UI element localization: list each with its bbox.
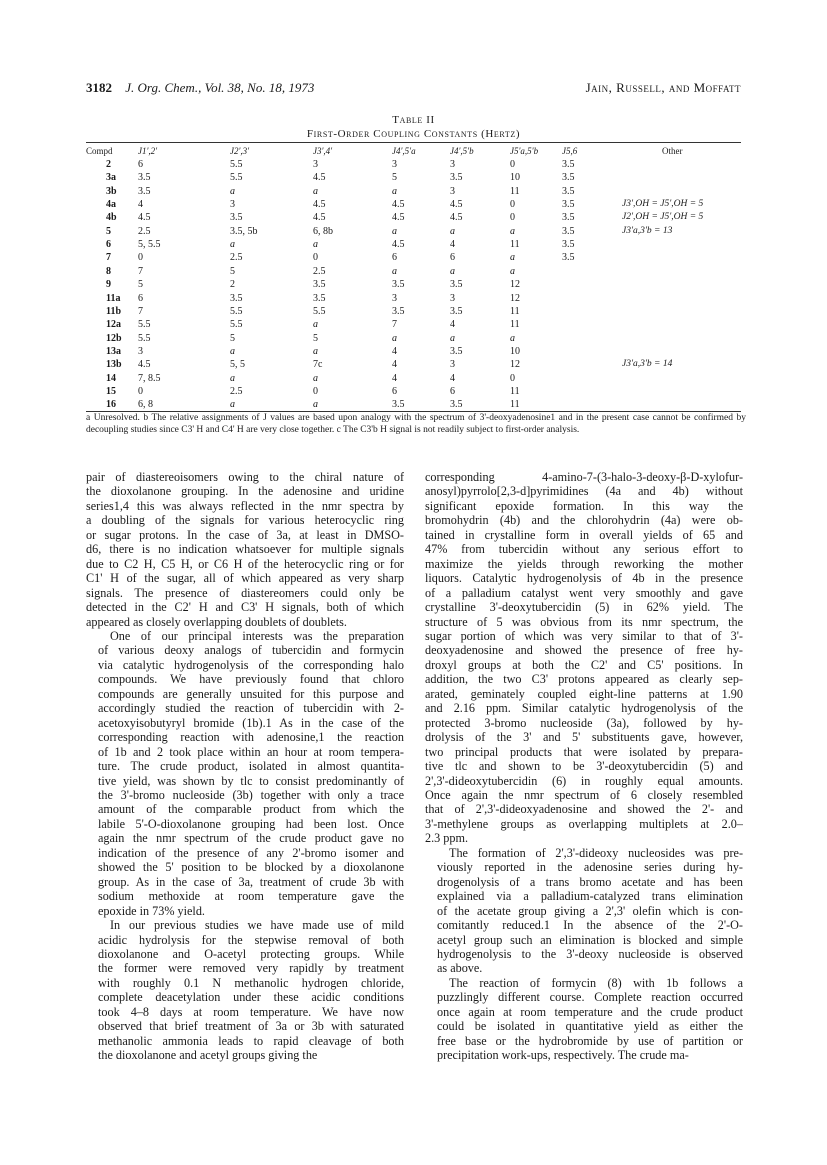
text-line: indication of the presence of any 2'-bromo isomer and [98,845,404,860]
table-cell-other: J3'a,3'b = 14 [622,359,673,370]
table-compound-id: 11a [106,292,121,304]
table-cell: 3.5 [562,199,575,211]
table-cell: 7 [138,265,143,277]
text-line: drolysis of the 3' and 5' substituents gave, however, [425,730,743,745]
table-cell: 6 [450,385,455,397]
table-col-header: Other [662,146,683,156]
table-cell: 3.5 [450,345,463,357]
text-line: free base or the hydrobromide by use of partition or [437,1033,743,1048]
table-col-header: J4',5'a [392,146,416,156]
text-line: puzzlingly different course. Complete reaction occurred [437,990,743,1005]
table-cell: 3.5 [230,292,243,304]
text-line: as above. [437,961,483,976]
table-cell: a [313,185,318,197]
text-line: and 2.16 ppm. Similar catalytic hydrogenolysis of the [425,701,743,716]
text-line: In our previous studies we have made use of mild [110,918,404,933]
table-cell: 3 [450,159,455,170]
text-line: with roughly 0.1 N methanolic hydrogen chloride, [98,975,404,990]
text-line: structure of 5 was obvious from its nmr spectrum, the [425,614,743,629]
table-cell-other: J3',OH = J5',OH = 5 [622,199,704,210]
text-line: deoxyadenosine and showed the presence of free hy- [425,643,743,658]
table-cell: 4.5 [450,212,463,224]
text-line: 3'-methylene groups as overlapping multiplets at 2.0– [425,816,743,831]
table-cell: 6 [138,159,143,170]
table-cell: 5 [392,172,397,184]
table-title: First-Order Coupling Constants (Hertz) [306,128,521,140]
table-top-rule [86,142,741,143]
text-line: once again at room temperature and the crude product [437,1004,743,1019]
table-cell: 6 [138,292,143,304]
table-compound-id: 16 [106,399,116,411]
text-line: acetyl group such an elimination is blocked and simple [437,932,743,947]
table-cell: 11 [510,399,520,411]
text-line: showed the 5' position to be blocked by a dioxolanone [98,860,404,875]
table-cell: a [313,319,318,331]
text-line: the former were removed very rapidly by treatment [98,961,404,976]
table-cell: 3 [313,159,318,170]
text-line: the dioxolanone grouping. In the adenosine and uridine [86,484,404,499]
text-line: viously reported in the adenosine series during hy- [437,860,743,875]
table-cell: 4 [392,359,397,371]
text-line: tive tlc and shown to be 3'-deoxytubercidin (5) and [425,759,743,774]
text-line: two principal products that were isolated by prepara- [425,744,743,759]
text-line: the dioxolanone and acetyl groups giving the [98,1048,318,1063]
table-cell: 3.5 [313,279,326,291]
body-right-column [425,470,743,1063]
text-line: compounds. We have previously found that chloro [98,672,404,687]
table-cell: 4.5 [313,212,326,224]
text-line: could be isolated in quantitative yield as either the [437,1019,743,1034]
journal-citation: J. Org. Chem., Vol. 38, No. 18, 1973 [125,80,315,95]
table-cell: a [230,345,235,357]
text-line: series1,4 this was always reflected in the nmr spectra by [86,498,404,513]
table-cell: a [392,265,397,277]
table-cell: a [392,185,397,197]
table-cell: 2.5 [230,385,243,397]
table-cell: 4.5 [450,199,463,211]
table-cell: 4 [138,199,143,211]
table-cell: 4.5 [313,172,326,184]
table-cell: a [510,265,515,277]
table-cell: 12 [510,292,520,304]
text-line: of the acetate group giving a 2',3' olefin which is con- [437,903,743,918]
running-head-authors: Jain, Russell, and Moffatt [585,80,741,95]
text-line: C1' H of the sugar, all of which appeared as very sharp [86,571,404,586]
text-line: due to C2 H, C5 H, or C6 H of the heterocyclic ring or for [86,556,404,571]
table-cell: 4.5 [392,239,405,251]
text-line: droxyl groups at both the C2' and C5' positions. In [425,657,743,672]
table-cell: a [313,372,318,384]
table-cell: 2.5 [230,252,243,264]
table-cell: 3.5 [562,239,575,251]
table-compound-id: 3a [106,172,116,184]
text-line: explained via a palladium-catalyzed trans elimination [437,889,743,904]
table-cell: 5.5 [313,305,326,317]
table-cell: 4 [450,372,455,384]
text-line: appeared as closely overlapping doublets of doublets. [86,614,347,629]
table-cell: 4.5 [313,199,326,211]
table-cell: a [392,225,397,237]
text-line: comitantly reduced.1 In the absence of the 2'-O- [437,918,743,933]
table-cell: 3.5 [450,305,463,317]
text-line: complete deacetylation under these acidic conditions [98,990,404,1005]
table-cell: 5.5 [230,159,243,170]
table-cell: 3.5 [392,399,405,411]
text-line: compounds are generally unsuited for this purpose and [98,686,404,701]
table-cell: 12 [510,279,520,291]
text-line: sugar portion of which was very similar to that of 3'- [425,628,743,643]
table-cell: 3.5 [313,292,326,304]
table-cell: 3.5 [392,279,405,291]
table-cell: 4.5 [138,359,151,371]
table-cell: 5 [230,265,235,277]
table-bottom-rule [86,411,741,412]
text-line: 2.3 ppm. [425,831,468,846]
table-cell: 0 [313,385,318,397]
table-compound-id: 9 [106,279,111,291]
table-cell: 0 [138,252,143,264]
text-line: the 3'-bromo nucleoside (3b) together with only a trace [98,787,404,802]
table-cell: 4.5 [138,212,151,224]
table-cell: 3.5 [562,159,575,170]
table-compound-id: 12a [106,319,121,331]
text-line: acidic hydrolysis for the stepwise removal of both [98,932,404,947]
table-cell: 2.5 [313,265,326,277]
text-line: d6, there is no indication whatsoever for multiple signals [86,542,404,557]
table-cell: 5.5 [230,172,243,184]
table-compound-id: 14 [106,372,116,384]
table-cell: 2 [230,279,235,291]
table-cell: 5.5 [138,319,151,331]
table-col-header: J2',3' [230,146,250,156]
table-compound-id: 13b [106,359,122,371]
text-line: corresponding 4-amino-7-(3-halo-3-deoxy-β-D-xylofur- [425,470,743,484]
table-cell: 3 [450,359,455,371]
table-col-header: J5'a,5'b [510,146,539,156]
table-col-header: J5,6 [562,146,578,156]
text-line: detected in the C2' H and C3' H signals, both of which [86,600,404,615]
text-line: tained in crystalline form in overall yields of 65 and [425,527,743,542]
text-line: pair of diastereoisomers owing to the chiral nature of [86,470,404,484]
table-compound-id: 7 [106,252,111,264]
table-compound-id: 12b [106,332,122,344]
text-line: One of our principal interests was the preparation [110,628,404,643]
text-line: signals. The presence of diastereomers could only be [86,585,404,600]
table-cell: 4.5 [392,199,405,211]
text-line: dioxolanone and O-acetyl protecting groups. While [98,946,404,961]
text-line: of various deoxy analogs of tubercidin and formycin [98,643,404,658]
table-col-header: J1',2' [138,146,158,156]
text-line: that of 2',3'-dideoxyadenosine and showed the 2'- and [425,802,743,817]
table-compound-id: 6 [106,239,111,251]
table-cell: 6 [392,385,397,397]
table-cell: 3 [450,292,455,304]
table-cell: 4 [392,372,397,384]
table-cell: 3 [138,345,143,357]
table-cell: 4.5 [392,212,405,224]
table-cell: 0 [510,372,515,384]
text-line: sodium methoxide at room temperature gave the [98,889,404,904]
text-line: or sugar protons. In the case of 3a, at least in DMSO- [86,527,404,542]
table-cell: a [450,332,455,344]
text-line: accordingly studied the reaction of tubercidin with 2- [98,701,404,716]
table-cell: 3.5 [230,212,243,224]
table-cell: 7c [313,359,323,371]
table-cell: 3.5 [450,279,463,291]
table-cell: a [230,372,235,384]
table-cell: 11 [510,385,520,397]
text-line: maximize the yields through reworking the mother [425,556,743,571]
text-line: ture. The crude product, isolated in almost quantita- [98,759,404,774]
text-line: 47% from tubercidin without any serious effort to [425,542,743,557]
table-cell: a [313,345,318,357]
table-cell: a [313,399,318,411]
table-cell: 3 [450,185,455,197]
page-number: 3182 [86,80,112,95]
table-compound-id: 3b [106,185,117,197]
table-compound-id: 5 [106,225,111,237]
body-paragraph [86,629,404,918]
text-line: via catalytic hydrogenolysis of the corresponding halo [98,657,404,672]
table-cell: 5 [138,279,143,291]
table-cell: 0 [510,212,515,224]
table-cell: a [510,252,515,264]
text-line: bromohydrin (4b) and the chlorohydrin (4a) were ob- [425,513,743,528]
table-cell: 2.5 [138,225,151,237]
text-line: drogenolysis of a trans bromo acetate and has been [437,874,743,889]
table-cell: 3 [230,199,235,211]
text-line: addition, the two C3' protons appeared as clearly sep- [425,672,743,687]
table-compound-id: 4a [106,199,116,211]
table-cell: 7, 8.5 [138,372,161,384]
table-cell: 5, 5 [230,359,245,371]
body-left-column [86,470,404,1063]
table-cell: 3.5 [450,172,463,184]
table-cell: 11 [510,319,520,331]
body-paragraph [425,470,743,846]
table-col-header: J3',4' [313,146,333,156]
text-line: anosyl)pyrrolo[2,3-d]pyrimidines (4a and 4b) without [425,484,743,499]
table-label: Table II [392,114,435,126]
text-line: arated, geminately coupled eight-line patterns at 1.90 [425,686,743,701]
table-cell: 4 [450,239,455,251]
table-compound-id: 11b [106,305,122,317]
table-cell: a [230,239,235,251]
text-line: protected 3-bromo nucleoside (3a), followed by hy- [425,715,743,730]
table-footnote: a Unresolved. b The relative assignments of J values are based upon analogy with the spectrum of 3'-deoxyadenosine1 and in the present case cannot be confirmed by decoupling studies since C3' H and C4' H are very close together. c The C3'b H signal is not readily subject to first-order analysis. [86,413,746,435]
text-line: hydrogenolysis to the 3'-deoxy nucleoside is observed [437,946,743,961]
table-cell: a [230,185,235,197]
table-cell: a [510,225,515,237]
table-cell: a [510,332,515,344]
table-compound-id: 2 [106,159,111,170]
table-compound-id: 8 [106,265,111,277]
table-cell: 0 [138,385,143,397]
table-cell: 3.5, 5b [230,225,258,237]
table-cell: 4 [450,319,455,331]
table-cell: a [392,332,397,344]
text-line: methanolic ammonia leads to rapid cleavage of both [98,1033,404,1048]
text-line: The reaction of formycin (8) with 1b follows a [449,975,743,990]
table-cell: 3 [392,292,397,304]
text-line: liquors. Catalytic hydrogenolysis of 4b in the presence [425,571,743,586]
table-cell: a [230,399,235,411]
table-cell: 5.5 [230,305,243,317]
table-cell: 5.5 [230,319,243,331]
text-line: a doubling of the signals for various heterocyclic ring [86,513,404,528]
table-cell: a [450,225,455,237]
table-cell: a [450,265,455,277]
table-cell: 5 [230,332,235,344]
table-cell: 3.5 [562,225,575,237]
text-line: group. As in the case of 3a, treatment of crude 3b with [98,874,404,889]
table-cell: 3.5 [450,399,463,411]
text-line: of a palladium catalyst went very smoothly and gave [425,585,743,600]
table-cell-other: J3'a,3'b = 13 [622,225,673,236]
table-cell: 3 [392,159,397,170]
table-cell: 11 [510,305,520,317]
text-line: observed that brief treatment of 3a or 3b with saturated [98,1019,404,1034]
text-line: amount of the comparable product from which the [98,802,404,817]
table-cell: 5 [313,332,318,344]
table-cell: 7 [392,319,397,331]
text-line: Once again the nmr spectrum of 6 closely resembled [425,787,743,802]
text-line: 2',3'-dideoxytubercidin (6) in roughly equal amounts. [425,773,743,788]
table-compound-id: 15 [106,385,116,397]
table-cell: 6, 8b [313,225,333,237]
table-cell: 3.5 [138,172,151,184]
body-paragraph [425,846,743,976]
table-cell: 0 [510,199,515,211]
table-cell: 6 [392,252,397,264]
running-head-left [86,80,314,96]
text-line: significant epoxide formation. In this way the [425,498,743,513]
text-line: labile 5'-O-dioxolanone grouping had been lost. Once [98,816,404,831]
body-paragraph [86,470,404,629]
table-cell: 11 [510,185,520,197]
table-cell: 12 [510,359,520,371]
table-cell: 10 [510,172,520,184]
table-cell: 5.5 [138,332,151,344]
body-paragraph [86,918,404,1063]
table-compound-id: 4b [106,212,117,224]
table-cell: 5, 5.5 [138,239,161,251]
table-compound-id: 13a [106,345,121,357]
table-cell: 3.5 [562,185,575,197]
table-cell: 3.5 [138,185,151,197]
text-line: precipitation work-ups, respectively. The crude ma- [437,1048,689,1063]
table-cell: 10 [510,345,520,357]
text-line: epoxide in 73% yield. [98,903,205,918]
table-cell: 0 [510,159,515,170]
text-line: of 1b and 2 took place within an hour at room tempera- [98,744,404,759]
text-line: crystalline 3'-deoxytubercidin (5) in 62% yield. The [425,600,743,615]
text-line: acetoxyisobutyryl bromide (1b).1 As in the case of the [98,715,404,730]
text-line: again the nmr spectrum of the crude product gave no [98,831,404,846]
table-cell: 3.5 [562,252,575,264]
table-cell: 6, 8 [138,399,153,411]
table-cell: 3.5 [392,305,405,317]
table-col-header: J4',5'b [450,146,474,156]
text-line: The formation of 2',3'-dideoxy nucleosides was pre- [449,845,743,860]
text-line: tive yield, was shown by tlc to consist predominantly of [98,773,404,788]
table-cell: 3.5 [562,172,575,184]
table-cell: 3.5 [562,212,575,224]
text-line: took 4–8 days at room temperature. We have now [98,1004,404,1019]
table-cell: 6 [450,252,455,264]
table-cell-other: J2',OH = J5',OH = 5 [622,212,704,223]
table-cell: 7 [138,305,143,317]
table-cell: 11 [510,239,520,251]
table-cell: 4 [392,345,397,357]
text-line: corresponding reaction with adenosine,1 the reaction [98,730,404,745]
table-cell: 0 [313,252,318,264]
table-col-header: Compd [86,146,113,156]
table-cell: a [313,239,318,251]
body-paragraph [425,976,743,1063]
